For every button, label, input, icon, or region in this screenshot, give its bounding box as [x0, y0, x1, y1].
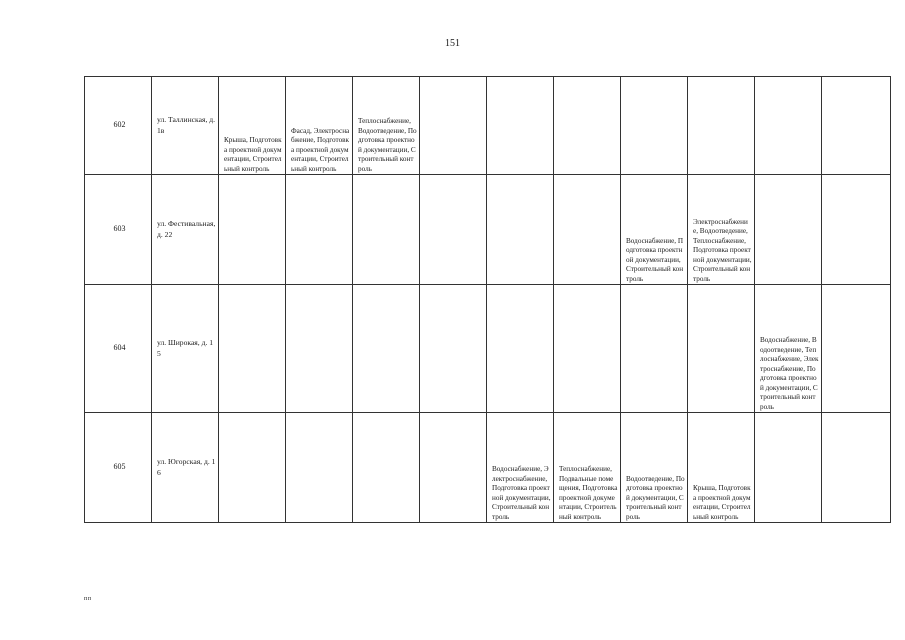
work-cell — [286, 413, 353, 523]
work-cell — [554, 175, 621, 285]
work-cell — [755, 77, 822, 175]
work-cell — [487, 285, 554, 413]
work-cell — [822, 77, 891, 175]
work-cell — [219, 413, 286, 523]
table-row — [85, 175, 891, 285]
work-cell — [755, 175, 822, 285]
work-cell: Водоснабжение, Водоотведение, Теплоснабжение, Электроснабжение, Подготовка проектной документации, Строительный контроль — [755, 285, 822, 413]
work-cell: Водоснабжение, Подготовка проектной документации, Строительный контроль — [621, 175, 688, 285]
work-cell: Водоснабжение, Электроснабжение, Подготовка проектной документации, Строительный контроль — [487, 413, 554, 523]
work-cell — [286, 175, 353, 285]
row-number: 605 — [85, 413, 152, 523]
work-cell — [420, 77, 487, 175]
work-cell: Крыша, Подготовка проектной документации, Строительный контроль — [688, 413, 755, 523]
work-cell — [219, 285, 286, 413]
row-number: 603 — [85, 175, 152, 285]
address-cell: ул. Югорская, д. 16 — [152, 413, 219, 523]
work-cell — [755, 413, 822, 523]
address-cell: ул. Фестивальная, д. 22 — [152, 175, 219, 285]
row-number: 604 — [85, 285, 152, 413]
work-cell — [822, 175, 891, 285]
work-cell — [621, 285, 688, 413]
work-cell — [219, 175, 286, 285]
work-cell: Теплоснабжение, Подвальные помещения, Подготовка проектной документации, Строительный контроль — [554, 413, 621, 523]
work-cell — [286, 285, 353, 413]
work-cell: Крыша, Подготовка проектной документации, Строительный контроль — [219, 77, 286, 175]
footer-mark: пп — [84, 596, 92, 602]
table-row — [85, 413, 891, 523]
address-cell: ул. Таллинская, д. 1в — [152, 77, 219, 175]
page-number: 151 — [445, 38, 460, 49]
table-row — [85, 285, 891, 413]
work-cell — [487, 175, 554, 285]
work-cell — [353, 175, 420, 285]
work-cell — [688, 77, 755, 175]
table-row — [85, 77, 891, 175]
work-cell: Фасад, Электроснабжение, Подготовка проектной документации, Строительный контроль — [286, 77, 353, 175]
work-cell — [822, 285, 891, 413]
work-cell — [621, 77, 688, 175]
work-cell — [822, 413, 891, 523]
work-cell — [554, 77, 621, 175]
row-number: 602 — [85, 77, 152, 175]
work-cell — [688, 285, 755, 413]
work-cell: Теплоснабжение, Водоотведение, Подготовка проектной документации, Строительный контроль — [353, 77, 420, 175]
work-cell — [420, 175, 487, 285]
work-cell: Водоотведение, Подготовка проектной документации, Строительный контроль — [621, 413, 688, 523]
work-cell — [420, 413, 487, 523]
work-cell: Электроснабжение, Водоотведение, Теплоснабжение, Подготовка проектной документации, Строительный контроль — [688, 175, 755, 285]
address-cell: ул. Широкая, д. 15 — [152, 285, 219, 413]
work-cell — [353, 413, 420, 523]
work-cell — [353, 285, 420, 413]
work-cell — [554, 285, 621, 413]
work-cell — [487, 77, 554, 175]
repair-schedule-table — [84, 76, 891, 523]
work-cell — [420, 285, 487, 413]
